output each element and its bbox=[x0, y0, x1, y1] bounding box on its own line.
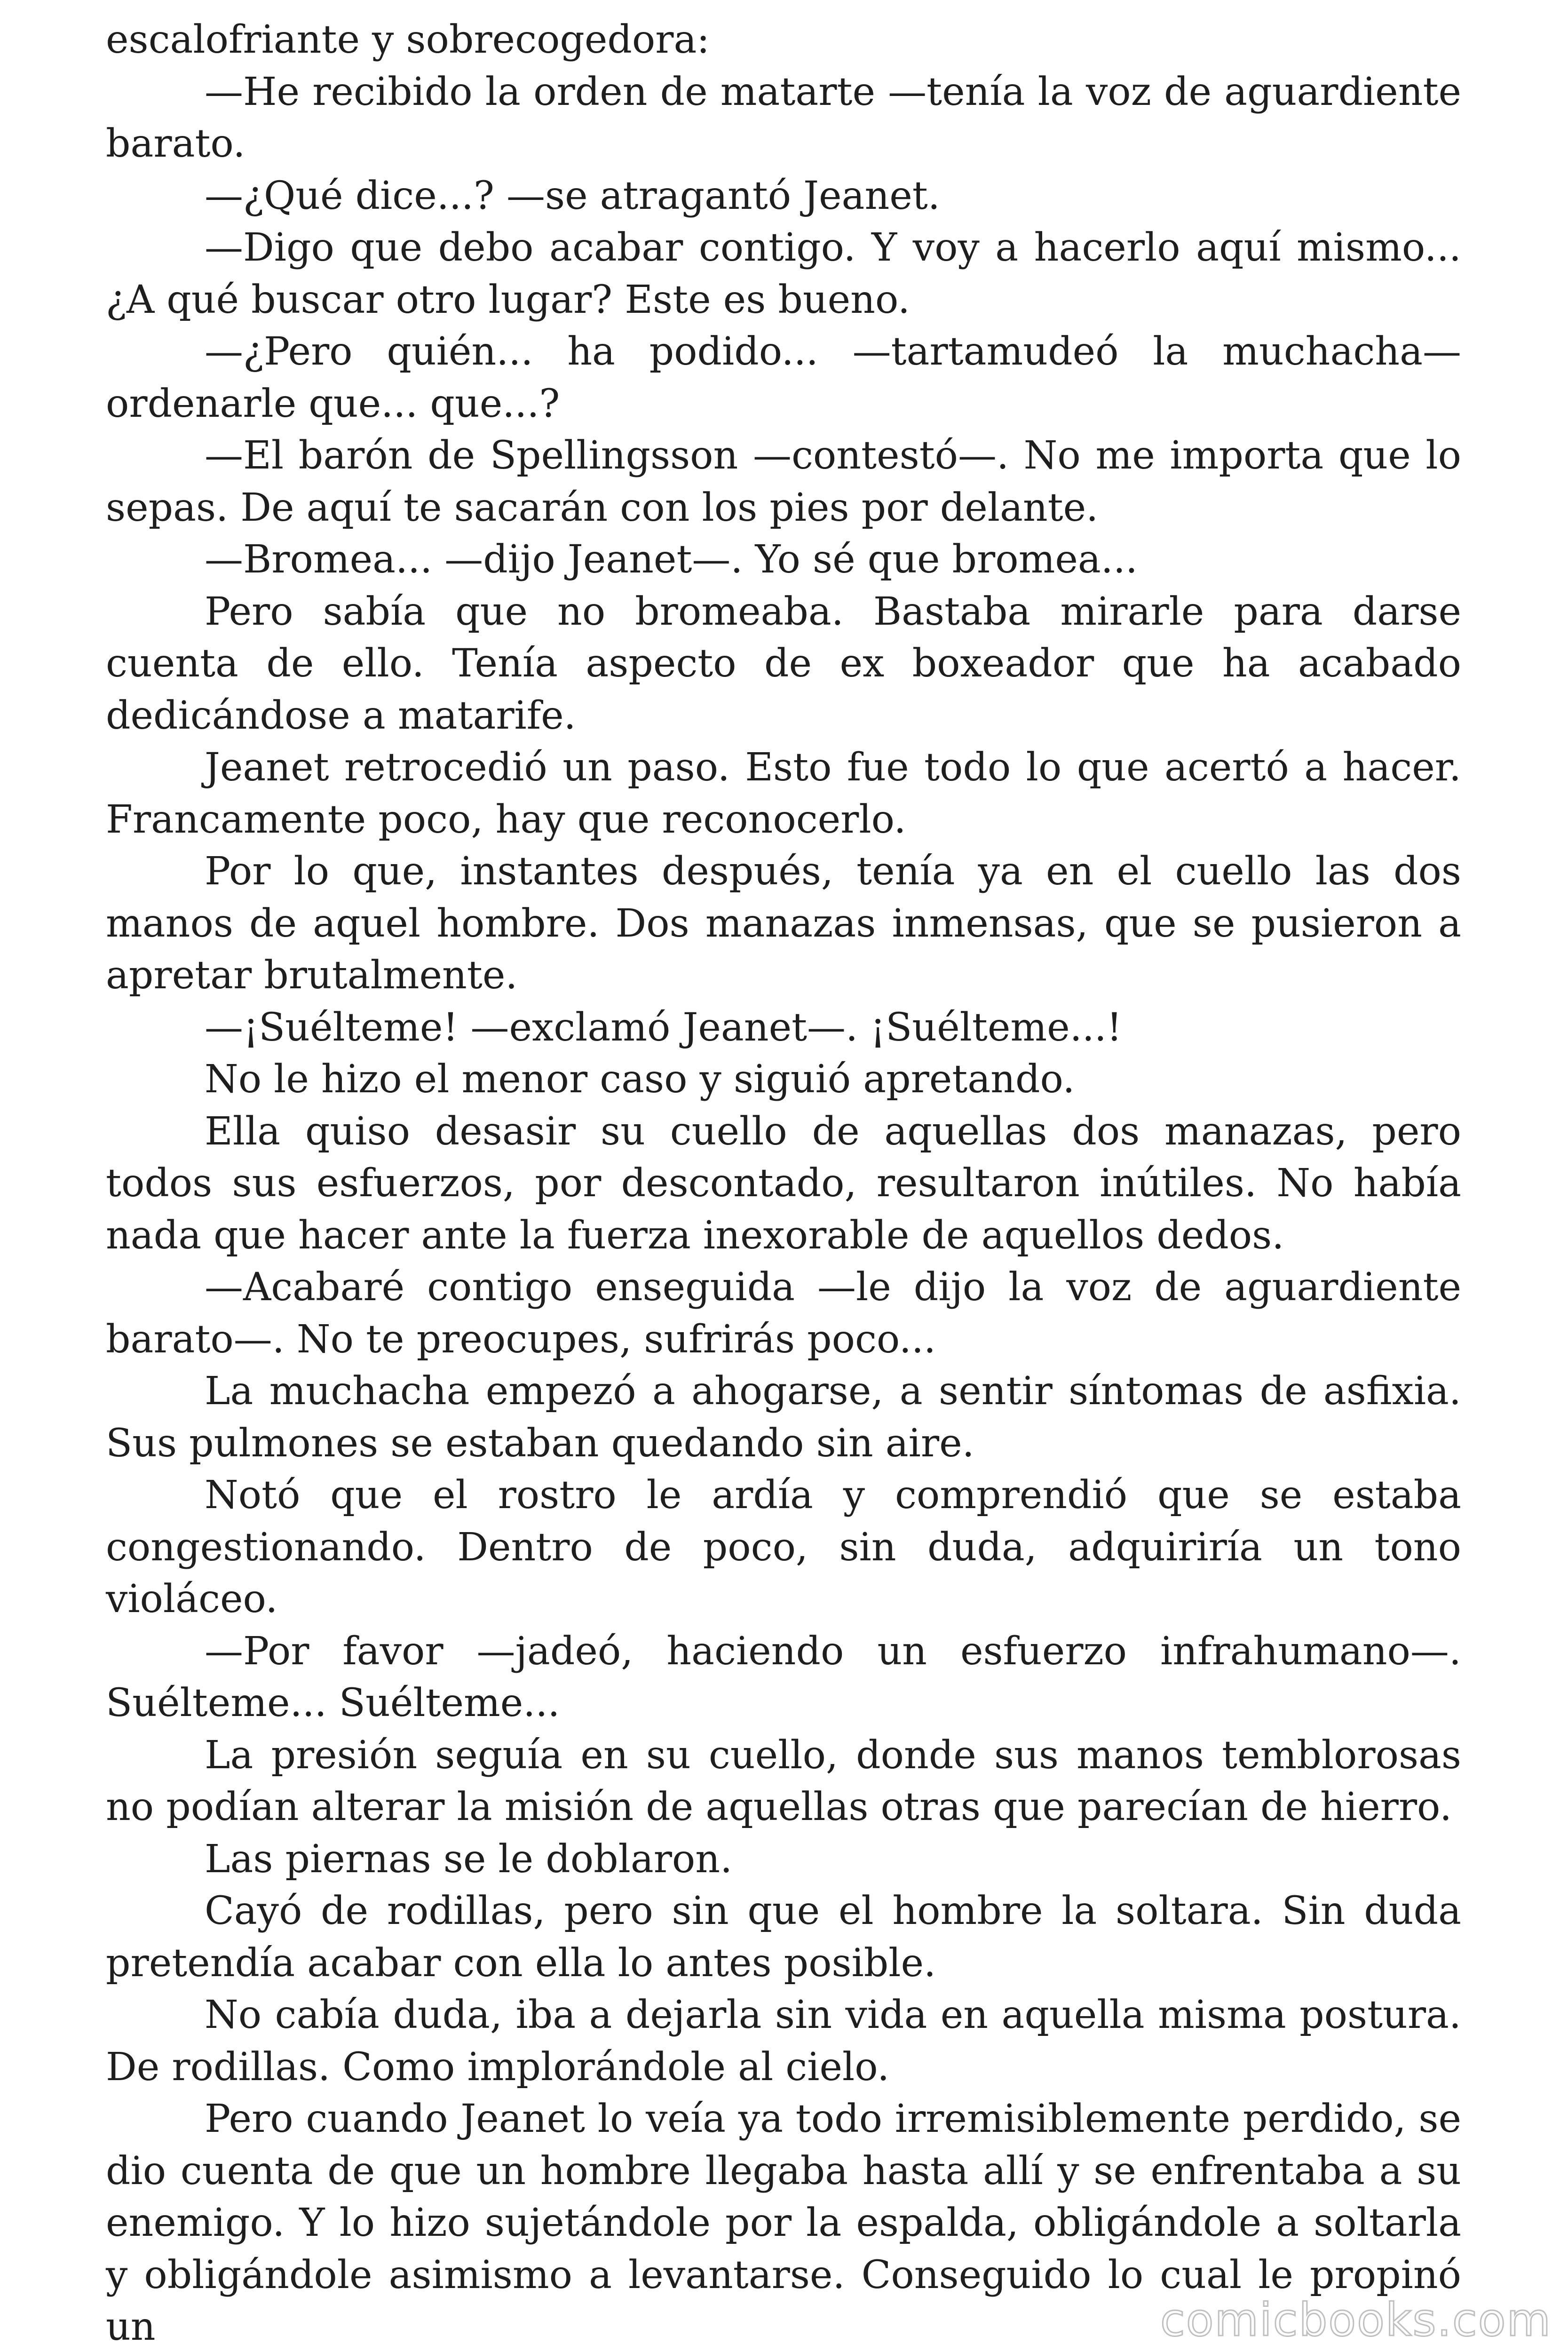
paragraph-2: —He recibido la orden de matarte —tenía la voz de aguardiente barato. bbox=[106, 69, 1461, 166]
paragraph-9: Jeanet retrocedió un paso. Esto fue todo lo que acertó a hacer. Francamente poco, hay que reconocerlo. bbox=[106, 745, 1461, 842]
paragraph-5: —¿Pero quién... ha podido... —tartamudeó la muchacha— ordenarle que... que...? bbox=[106, 329, 1461, 426]
paragraph-18: La presión seguía en su cuello, donde sus manos temblorosas no podían alterar la misión de aquellas otras que parecían de hierro. bbox=[106, 1732, 1461, 1829]
paragraph-21: No cabía duda, iba a dejarla sin vida en aquella misma postura. De rodillas. Como implorándole al cielo. bbox=[106, 1993, 1461, 2090]
paragraph-15: La muchacha empezó a ahogarse, a sentir síntomas de asfixia. Sus pulmones se estaban quedando sin aire. bbox=[106, 1369, 1461, 1466]
paragraph-10: Por lo que, instantes después, tenía ya en el cuello las dos manos de aquel hombre. Dos manazas inmensas, que se pusieron a apretar brutalmente. bbox=[106, 849, 1461, 998]
paragraph-11: —¡Suélteme! —exclamó Jeanet—. ¡Suélteme...! bbox=[205, 1005, 1122, 1050]
watermark-text: comicbooks.com bbox=[1160, 2294, 1552, 2346]
paragraph-17: —Por favor —jadeó, haciendo un esfuerzo infrahumano—. Suélteme... Suélteme... bbox=[106, 1629, 1461, 1725]
paragraph-1: escalofriante y sobrecogedora: bbox=[106, 17, 710, 62]
paragraph-14: —Acabaré contigo enseguida —le dijo la voz de aguardiente barato—. No te preocupes, sufrirás poco... bbox=[106, 1265, 1461, 1362]
paragraph-16: Notó que el rostro le ardía y comprendió que se estaba congestionando. Dentro de poco, sin duda, adquiriría un tono violáceo. bbox=[106, 1473, 1461, 1621]
paragraph-20: Cayó de rodillas, pero sin que el hombre la soltara. Sin duda pretendía acabar con ella lo antes posible. bbox=[106, 1889, 1461, 1986]
paragraph-19: Las piernas se le doblaron. bbox=[205, 1836, 733, 1882]
paragraph-6: —El barón de Spellingsson —contestó—. No me importa que lo sepas. De aquí te sacarán con los pies por delante. bbox=[106, 433, 1461, 530]
paragraph-3: —¿Qué dice...? —se atragantó Jeanet. bbox=[205, 173, 940, 218]
paragraph-8: Pero sabía que no bromeaba. Bastaba mirarle para darse cuenta de ello. Tenía aspecto de ex boxeador que ha acabado dedicándose a matarife. bbox=[106, 589, 1461, 738]
paragraph-7: —Bromea... —dijo Jeanet—. Yo sé que bromea... bbox=[205, 537, 1138, 582]
paragraph-22: Pero cuando Jeanet lo veía ya todo irremisiblemente perdido, se dio cuenta de que un hombre llegaba hasta allí y se enfrentaba a su enemigo. Y lo hizo sujetándole por la espalda, obligándole a soltarla y obligándole asimismo a levantarse. Conseguido lo cual le propinó un bbox=[106, 2097, 1461, 2349]
paragraph-4: —Digo que debo acabar contigo. Y voy a hacerlo aquí mismo... ¿A qué buscar otro lugar? Este es bueno. bbox=[106, 225, 1461, 322]
paragraph-12: No le hizo el menor caso y siguió apretando. bbox=[205, 1057, 1075, 1102]
paragraph-13: Ella quiso desasir su cuello de aquellas dos manazas, pero todos sus esfuerzos, por descontado, resultaron inútiles. No había nada que hacer ante la fuerza inexorable de aquellos dedos. bbox=[106, 1109, 1461, 1258]
